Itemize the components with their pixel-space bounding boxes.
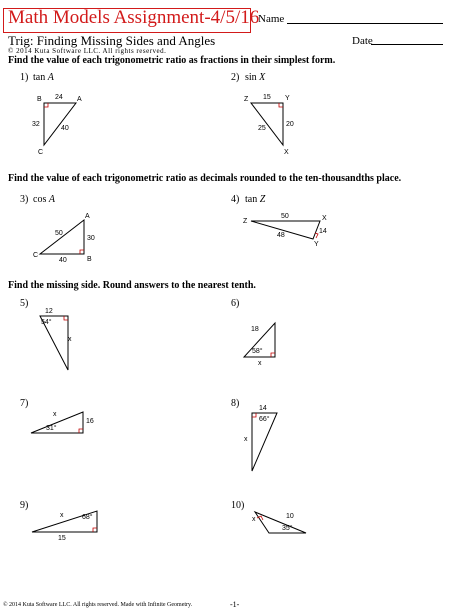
t6-angle: 58° (252, 348, 263, 355)
t3-s1: 50 (55, 230, 63, 237)
problem-6-number: 6) (231, 298, 240, 309)
footer-copyright: © 2014 Kuta Software LLC. All rights reserved. Made with Infinite Geometry. (3, 602, 193, 608)
problem-2-number: 2) (231, 72, 240, 83)
problem-5-number: 5) (20, 298, 29, 309)
t9-unknown: x (60, 512, 64, 519)
triangle-2 (251, 103, 283, 145)
t2-s2: 20 (286, 121, 294, 128)
t6-unknown: x (258, 360, 262, 367)
right-angle-marker-2 (279, 103, 283, 107)
problem-3-prompt: cos A (33, 194, 55, 205)
t5-angle: 54° (41, 319, 52, 326)
t2-v2: Y (285, 95, 290, 102)
right-angle-marker-7 (79, 429, 83, 433)
t1-s2: 32 (32, 121, 40, 128)
t10-angle: 35° (282, 525, 293, 532)
t7-angle: 31° (46, 425, 57, 432)
problem-3-number: 3) (20, 194, 29, 205)
right-angle-marker-3 (80, 250, 84, 254)
t1-s1: 24 (55, 94, 63, 101)
t1-v2: A (77, 96, 82, 103)
worksheet-subtitle: Trig: Finding Missing Sides and Angles (8, 33, 216, 48)
t4-v2: X (322, 215, 327, 222)
page-number: -1- (230, 600, 240, 609)
problem-4-prompt: tan Z (245, 194, 266, 205)
t1-v3: C (38, 149, 44, 156)
t6-side: 18 (251, 326, 259, 333)
assignment-title: Math Models Assignment-4/5/16 (8, 7, 260, 28)
t4-v3: Y (314, 241, 319, 248)
t3-v3: B (87, 256, 92, 263)
t4-v1: Z (243, 218, 248, 225)
problem-1-prompt: tan A (33, 72, 54, 83)
problem-9-number: 9) (20, 500, 29, 511)
t9-angle: 68° (82, 514, 93, 521)
problem-8-number: 8) (231, 398, 240, 409)
right-angle-marker-6 (271, 353, 275, 357)
t5-side: 12 (45, 308, 53, 315)
right-angle-marker-8 (252, 413, 256, 417)
right-angle-marker-1 (44, 103, 48, 107)
triangle-10 (255, 512, 306, 533)
t7-unknown: x (53, 411, 57, 418)
t4-s2: 14 (319, 228, 327, 235)
t3-s2: 30 (87, 235, 95, 242)
problem-4-number: 4) (231, 194, 240, 205)
t4-s1: 50 (281, 213, 289, 220)
t3-s3: 40 (59, 257, 67, 264)
section-3-instruction: Find the missing side. Round answers to the nearest tenth. (8, 280, 256, 291)
triangle-7 (31, 412, 83, 433)
t2-s3: 25 (258, 125, 266, 132)
triangle-3 (40, 220, 84, 254)
t1-v1: B (37, 96, 42, 103)
triangle-4 (251, 221, 320, 239)
date-label: Date (352, 35, 373, 47)
t2-v3: X (284, 149, 289, 156)
t3-v1: A (85, 213, 90, 220)
section-2-instruction: Find the value of each trigonometric ratio as decimals rounded to the ten-thousandths place. (8, 173, 402, 184)
t8-angle: 66° (259, 416, 270, 423)
right-angle-marker-5 (64, 316, 68, 320)
t4-s3: 48 (277, 232, 285, 239)
problem-7-number: 7) (20, 398, 29, 409)
t10-side: 10 (286, 513, 294, 520)
right-angle-marker-9 (93, 528, 97, 532)
triangle-1 (44, 103, 76, 145)
t5-unknown: x (68, 336, 72, 343)
t10-unknown: x (252, 516, 256, 523)
problem-1-number: 1) (20, 72, 29, 83)
t2-s1: 15 (263, 94, 271, 101)
section-1-instruction: Find the value of each trigonometric ratio as fractions in their simplest form. (8, 55, 336, 66)
t8-unknown: x (244, 436, 248, 443)
problem-10-number: 10) (231, 500, 245, 511)
t8-side: 14 (259, 405, 267, 412)
t7-side: 16 (86, 418, 94, 425)
t1-s3: 40 (61, 125, 69, 132)
problem-2-prompt: sin X (245, 72, 266, 83)
t9-side: 15 (58, 535, 66, 542)
copyright-text: © 2014 Kuta Software LLC. All rights reserved. (8, 47, 167, 55)
t2-v1: Z (244, 96, 249, 103)
name-label: Name (258, 13, 285, 25)
t3-v2: C (33, 252, 39, 259)
